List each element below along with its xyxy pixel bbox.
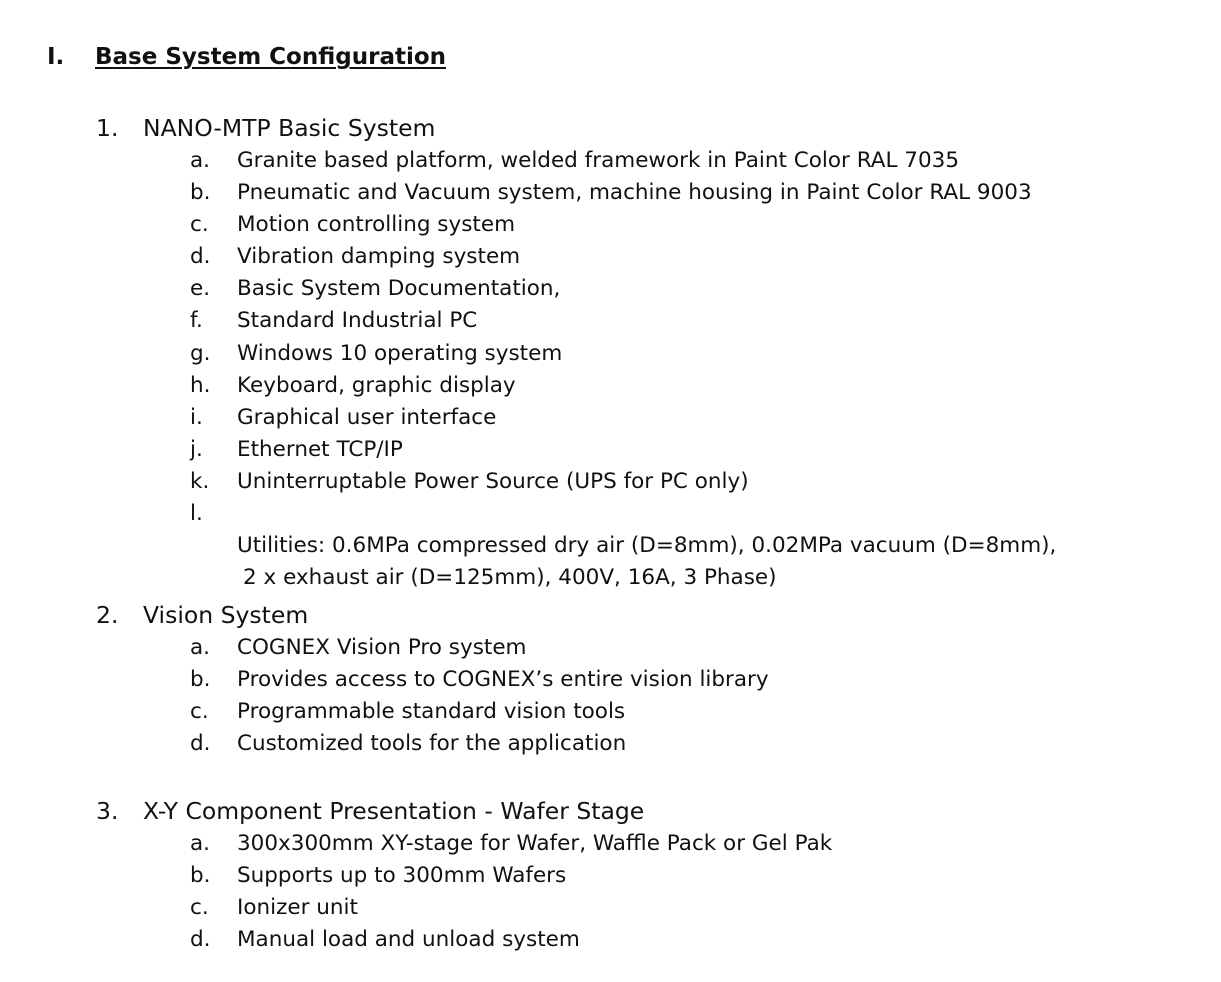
item-text: Standard Industrial PC <box>237 308 478 334</box>
item-letter: k. <box>190 468 210 494</box>
item-text: COGNEX Vision Pro system <box>237 635 527 660</box>
group-title: NANO-MTP Basic System <box>143 114 436 142</box>
section-number: I. <box>47 44 65 70</box>
group-number: 2. <box>96 601 119 629</box>
item-letter: a. <box>190 635 211 660</box>
item-text: Granite based platform, welded framework in Paint Color RAL 7035 <box>237 148 960 173</box>
item-text: Manual load and unload system <box>237 927 580 953</box>
item-letter: b. <box>190 180 211 206</box>
item-letter: l. <box>190 501 203 527</box>
item-text: Windows 10 operating system <box>237 340 563 366</box>
item-letter: a. <box>190 831 211 856</box>
item-text: Basic System Documentation, <box>237 276 561 302</box>
list-item <box>0 145 1221 177</box>
group-header <box>0 598 1221 632</box>
item-letter: b. <box>190 667 211 693</box>
list-item <box>0 209 1221 241</box>
item-text: Pneumatic and Vacuum system, machine housing in Paint Color RAL 9003 <box>237 180 1032 206</box>
item-letter: d. <box>190 244 211 270</box>
list-item <box>0 632 1221 664</box>
item-letter: d. <box>190 731 211 757</box>
item-text: Vibration damping system <box>237 244 521 270</box>
item-text: Motion controlling system <box>237 212 516 238</box>
list-item <box>0 273 1221 305</box>
group-number: 3. <box>96 797 119 825</box>
item-letter: d. <box>190 927 211 953</box>
item-text: Keyboard, graphic display <box>237 372 516 398</box>
list-item <box>0 466 1221 498</box>
list-item <box>0 728 1221 760</box>
group-number: 1. <box>96 114 119 142</box>
item-letter: j. <box>190 436 203 462</box>
list-item <box>0 860 1221 892</box>
item-text: Customized tools for the application <box>237 731 627 757</box>
group-title: Vision System <box>143 601 309 629</box>
list-item <box>0 370 1221 402</box>
list-item <box>0 434 1221 466</box>
item-text-continuation: 2 x exhaust air (D=125mm), 400V, 16A, 3 Phase) <box>243 565 777 591</box>
group-header <box>0 794 1221 828</box>
list-item <box>0 402 1221 434</box>
item-text: Supports up to 300mm Wafers <box>237 863 567 889</box>
group-title: X-Y Component Presentation - Wafer Stage <box>143 797 645 825</box>
item-letter: e. <box>190 276 211 302</box>
item-letter: c. <box>190 895 209 921</box>
item-letter: c. <box>190 212 209 238</box>
item-text: Ionizer unit <box>237 895 358 921</box>
list-item <box>0 664 1221 696</box>
item-text: Uninterruptable Power Source (UPS for PC only) <box>237 468 749 494</box>
item-letter: g. <box>190 340 211 366</box>
list-item <box>0 892 1221 924</box>
item-letter: i. <box>190 404 203 430</box>
list-item <box>0 241 1221 273</box>
list-item <box>0 924 1221 956</box>
list-item <box>0 696 1221 728</box>
list-item <box>0 177 1221 209</box>
group-header <box>0 111 1221 145</box>
item-text: Ethernet TCP/IP <box>237 436 403 462</box>
item-text: Graphical user interface <box>237 404 497 430</box>
item-letter: f. <box>190 308 203 334</box>
item-text: 300x300mm XY-stage for Wafer, Waffle Pack or Gel Pak <box>237 831 833 856</box>
item-letter: c. <box>190 699 209 725</box>
list-item <box>0 305 1221 337</box>
group-vision-system <box>0 598 1221 760</box>
list-item <box>0 828 1221 860</box>
group-wafer-stage <box>0 794 1221 956</box>
item-letter: b. <box>190 863 211 889</box>
item-text-line: Utilities: 0.6MPa compressed dry air (D=8mm), 0.02MPa vacuum (D=8mm), <box>237 533 1057 559</box>
item-text: Provides access to COGNEX’s entire vision library <box>237 667 769 693</box>
section-title: Base System Configuration <box>95 44 447 70</box>
list-item <box>0 338 1221 370</box>
item-letter: a. <box>190 148 211 173</box>
group-basic-system <box>0 111 1221 626</box>
item-letter: h. <box>190 372 211 398</box>
item-text: Programmable standard vision tools <box>237 699 626 725</box>
